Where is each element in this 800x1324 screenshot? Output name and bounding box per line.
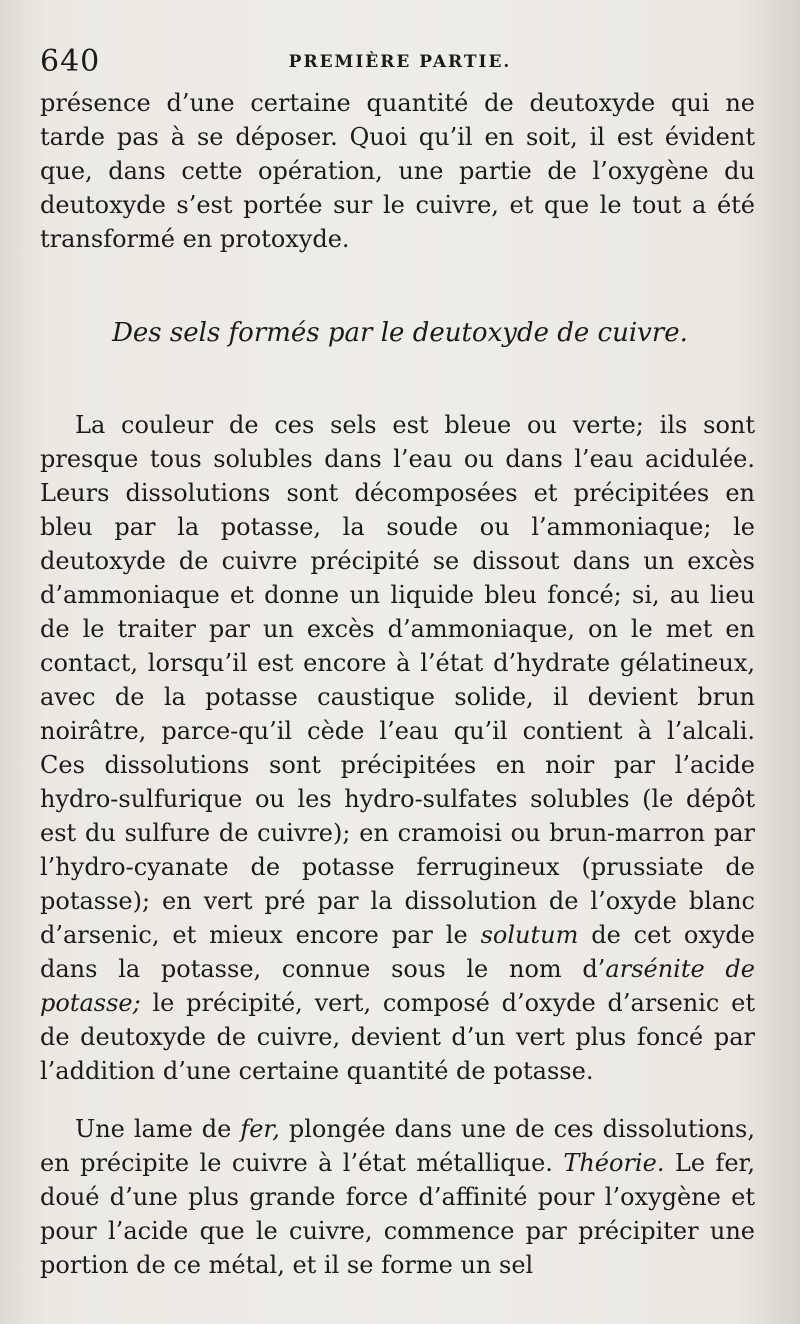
paragraph-2-italic-1: solutum — [480, 921, 579, 949]
paragraph-3-text-2: plongée dans une de ces dissolutions, en précipite le cuivre à l’état métallique. — [40, 1115, 756, 1177]
paragraph-2 — [40, 408, 755, 1088]
paragraph-3-text-3: Le fer, doué d’une plus grande force d’affinité pour l’oxygène et pour l’acide que le cuivre, commence par précipiter une portion de ce métal, et il se forme un sel — [40, 1149, 755, 1279]
paragraph-3-text-1: Une lame de — [75, 1115, 232, 1143]
paragraph-3 — [40, 1112, 755, 1282]
page-header — [40, 44, 760, 80]
paragraph-2-italic-2: arsénite de potasse; — [40, 955, 755, 1017]
paragraph-2-text-1: La couleur de ces sels est bleue ou verte; ils sont presque tous solubles dans l’eau ou dans l’eau acidulée. Leurs dissolutions sont décomposées et précipitées en bleu par la potasse, la soude ou l’ammoniaque; le deutoxyde de cuivre précipité se dissout dans un excès d’ammoniaque et donne un liquide bleu foncé; si, au lieu de le traiter par un excès d’ammoniaque, on le met en contact, lorsqu’il est encore à l’état d’hydrate gélatineux, avec de la potasse caustique solide, il devient brun noirâtre, parce-qu’il cède l’eau qu’il contient à l’alcali. Ces dissolutions sont précipitées en noir par l’acide hydro-sulfurique ou les hydro-sulfates solubles (le dépôt est du sulfure de cuivre); en cramoisi ou brun-marron par l’hydro-cyanate de potasse ferrugineux (prussiate de potasse); en vert pré par la dissolution de l’oxyde blanc d’arsenic, et mieux encore par le — [40, 411, 755, 949]
page-number: 640 — [40, 44, 101, 79]
paragraph-2-text-2: de cet oxyde dans la potasse, connue sous le nom d’ — [40, 921, 755, 983]
paragraph-1: présence d’une certaine quantité de deutoxyde qui ne tarde pas à se déposer. Quoi qu’il en soit, il est évident que, dans cette opération, une partie de l’oxygène du deutoxyde s’est portée sur le cuivre, et que le tout a été transformé en protoxyde. — [40, 89, 755, 253]
section-heading: Des sels formés par le deutoxyde de cuivre. — [112, 318, 688, 348]
paragraph-2-text-3: le précipité, vert, composé d’oxyde d’arsenic et de deutoxyde de cuivre, devient d’un vert plus foncé par l’addition d’une certaine quantité de potasse. — [40, 989, 755, 1085]
paragraph-3-italic-1: fer, — [240, 1115, 280, 1143]
paragraph-3-italic-2: Théorie. — [563, 1149, 665, 1177]
running-head: PREMIÈRE PARTIE. — [288, 52, 512, 72]
